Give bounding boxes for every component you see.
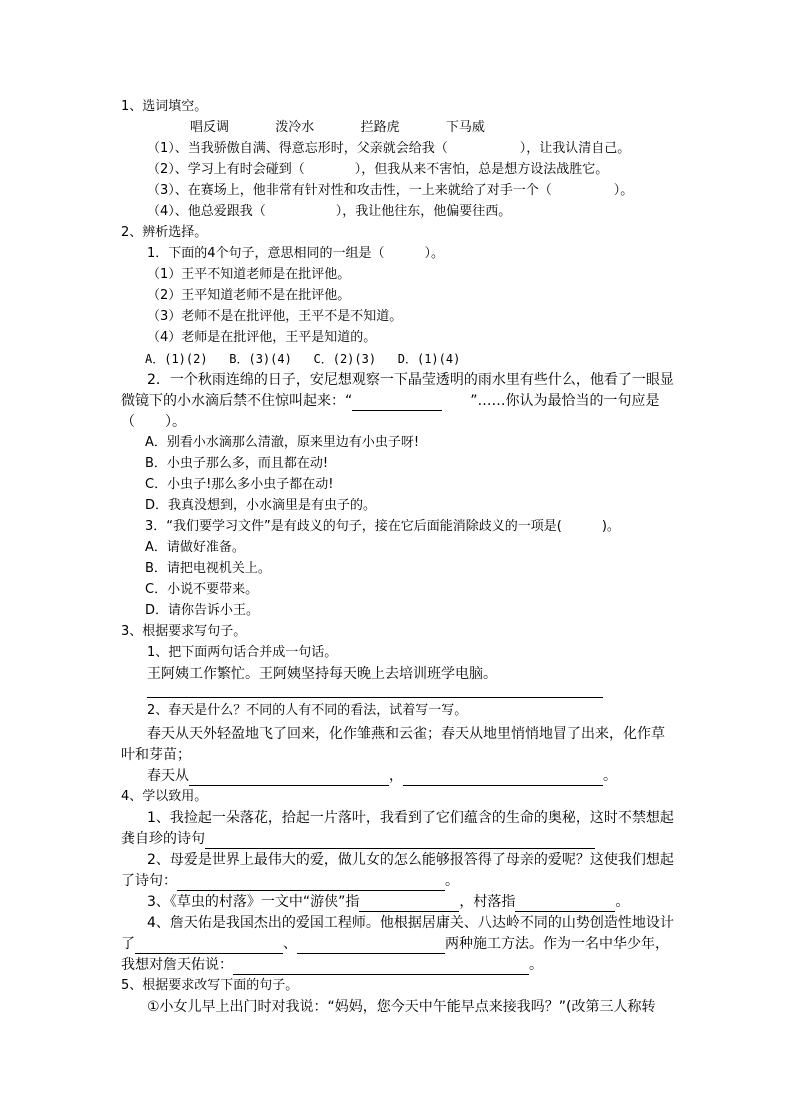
option-line: C．小虫子!那么多小虫子都在动! <box>145 477 334 492</box>
section-5-title: 5、根据要求改写下面的句子。 <box>121 978 299 993</box>
answer-underline[interactable] <box>135 940 283 954</box>
question-2-2-line-2 <box>121 391 660 411</box>
question-1-2 <box>147 160 608 180</box>
question-4-2-line-1: 2、母爱是世界上最伟大的爱，做儿女的怎么能够报答得了母亲的爱呢？这使我们想起 <box>147 852 674 868</box>
question-text: （2）、学习上有时会碰到（ <box>147 162 305 177</box>
answer-underline[interactable] <box>297 940 445 954</box>
question-text: 我想对詹天佑说： <box>121 957 233 973</box>
choice-row: A．(1)(2) B．(3)(4) C．(2)(3) D．(1)(4) <box>145 352 461 366</box>
answer-underline[interactable] <box>189 772 389 786</box>
question-2-1 <box>147 244 444 264</box>
section-2-title: 2、辨析选择。 <box>121 225 208 240</box>
question-3-2-text-line-2: 叶和芽苗； <box>121 747 191 763</box>
question-text: 。 <box>445 873 459 889</box>
question-2-3 <box>145 517 620 537</box>
option-line: C．小说不要带来。 <box>145 582 259 597</box>
answer-underline[interactable] <box>515 898 615 912</box>
question-text: 。 <box>529 957 543 973</box>
option-line: A．别看小水滴那么清澈，原来里边有小虫子呀! <box>145 435 420 450</box>
question-3-2-text-line-1: 春天从天外轻盈地飞了回来，化作雏燕和云雀；春天从地里悄悄地冒了出来，化作草 <box>147 726 665 742</box>
question-text: 3．“我们要学习文件”是有歧义的句子，接在它后面能消除歧义的一项是( <box>145 519 562 534</box>
answer-underline[interactable] <box>177 877 445 891</box>
question-5-1: ①小女儿早上出门时对我说：“妈妈，您今天中午能早点来接我吗？”(改第三人称转 <box>147 999 656 1015</box>
question-3-2-fill <box>147 766 617 786</box>
answer-underline[interactable] <box>233 961 529 975</box>
question-text: ）。 <box>424 246 445 261</box>
question-text: （1）、当我骄傲自满、得意忘形时，父亲就会给我（ <box>147 141 448 156</box>
question-text: 春天从 <box>147 768 189 784</box>
question-text: )。 <box>601 519 620 534</box>
question-text: 、 <box>283 936 297 952</box>
question-1-3 <box>147 181 633 201</box>
word-option: 下马威 <box>445 120 485 135</box>
word-option: 唱反调 <box>190 120 230 135</box>
question-text: 了诗句： <box>121 873 177 889</box>
word-option: 拦路虎 <box>360 120 400 135</box>
question-text: （3）、在赛场上，他非常有针对性和攻击性，一上来就给了对手一个（ <box>147 183 552 198</box>
option-line: （4）老师是在批评他，王平是知道的。 <box>147 330 377 345</box>
section-3-title: 3、根据要求写句子。 <box>121 624 247 639</box>
question-text: ），我让他往东，他偏要往西。 <box>335 204 512 219</box>
option-line: A．请做好准备。 <box>145 540 245 555</box>
question-text: ，村落指 <box>459 894 516 910</box>
section-1-title: 1、选词填空。 <box>121 99 208 114</box>
option-line: （1）王平不知道老师是在批评他。 <box>147 267 351 282</box>
question-text: （4）、他总爱跟我（ <box>147 204 266 219</box>
question-text: ）。 <box>165 414 186 430</box>
question-text: ， <box>389 768 403 784</box>
question-text: 两种施工方法。作为一名中华少年， <box>445 936 669 952</box>
question-text: （ <box>121 414 135 430</box>
question-text: ”……你认为最恰当的一句应是 <box>470 393 660 409</box>
option-line: D．请你告诉小王。 <box>145 603 260 618</box>
question-text: 3、《草虫的村落》一文中“游侠”指 <box>147 894 360 910</box>
answer-line[interactable] <box>147 697 603 698</box>
question-text: 龚自珍的诗句 <box>121 831 205 847</box>
question-1-4 <box>147 202 511 222</box>
question-4-4-line-2 <box>121 934 669 954</box>
answer-underline[interactable] <box>403 772 603 786</box>
question-4-1-line-2 <box>121 829 595 849</box>
question-3-1: 1、把下面两句话合并成一句话。 <box>147 645 338 660</box>
question-text: ），让我认清自己。 <box>519 141 631 156</box>
question-text: 。 <box>603 768 617 784</box>
option-line: （2）王平知道老师不是在批评他。 <box>147 288 351 303</box>
option-line: D．我真没想到，小水滴里是有虫子的。 <box>145 498 377 513</box>
question-text: 1．下面的4个句子，意思相同的一组是（ <box>147 246 385 261</box>
question-text: 。 <box>615 894 630 910</box>
question-1-1 <box>147 139 630 159</box>
option-line: （3）老师不是在批评他，王平不是不知道。 <box>147 309 403 324</box>
question-4-4-line-3 <box>121 955 543 975</box>
word-option: 泼冷水 <box>275 120 315 135</box>
question-2-2-line-3 <box>121 412 186 432</box>
question-4-2-line-2 <box>121 871 459 891</box>
question-4-1-line-1: 1、我捡起一朵落花，拾起一片落叶，我看到了它们蕴含的生命的奥秘，这时不禁想起 <box>147 810 674 826</box>
question-3-2: 2、春天是什么？不同的人有不同的看法，试着写一写。 <box>147 703 468 718</box>
question-text: ），但我从来不害怕，总是想方设法战胜它。 <box>354 162 609 177</box>
answer-underline[interactable] <box>352 397 442 411</box>
question-3-1-text: 王阿姨工作繁忙。王阿姨坚持每天晚上去培训班学电脑。 <box>147 666 497 682</box>
question-4-3 <box>147 892 629 912</box>
option-line: B．小虫子那么多，而且都在动! <box>145 456 329 471</box>
word-bank <box>190 118 485 138</box>
answer-underline[interactable] <box>205 835 595 849</box>
section-4-title: 4、学以致用。 <box>121 789 208 804</box>
answer-underline[interactable] <box>359 898 459 912</box>
question-4-4-line-1: 4、詹天佑是我国杰出的爱国工程师。他根据居庸关、八达岭不同的山势创造性地设计 <box>147 915 674 931</box>
question-text: 了 <box>121 936 135 952</box>
question-text: 微镜下的小水滴后禁不住惊叫起来：“ <box>121 393 353 409</box>
question-text: ）。 <box>613 183 634 198</box>
option-line: B．请把电视机关上。 <box>145 561 271 576</box>
question-2-2-line-1: 2．一个秋雨连绵的日子，安尼想观察一下晶莹透明的雨水里有些什么，他看了一眼显 <box>147 372 674 388</box>
